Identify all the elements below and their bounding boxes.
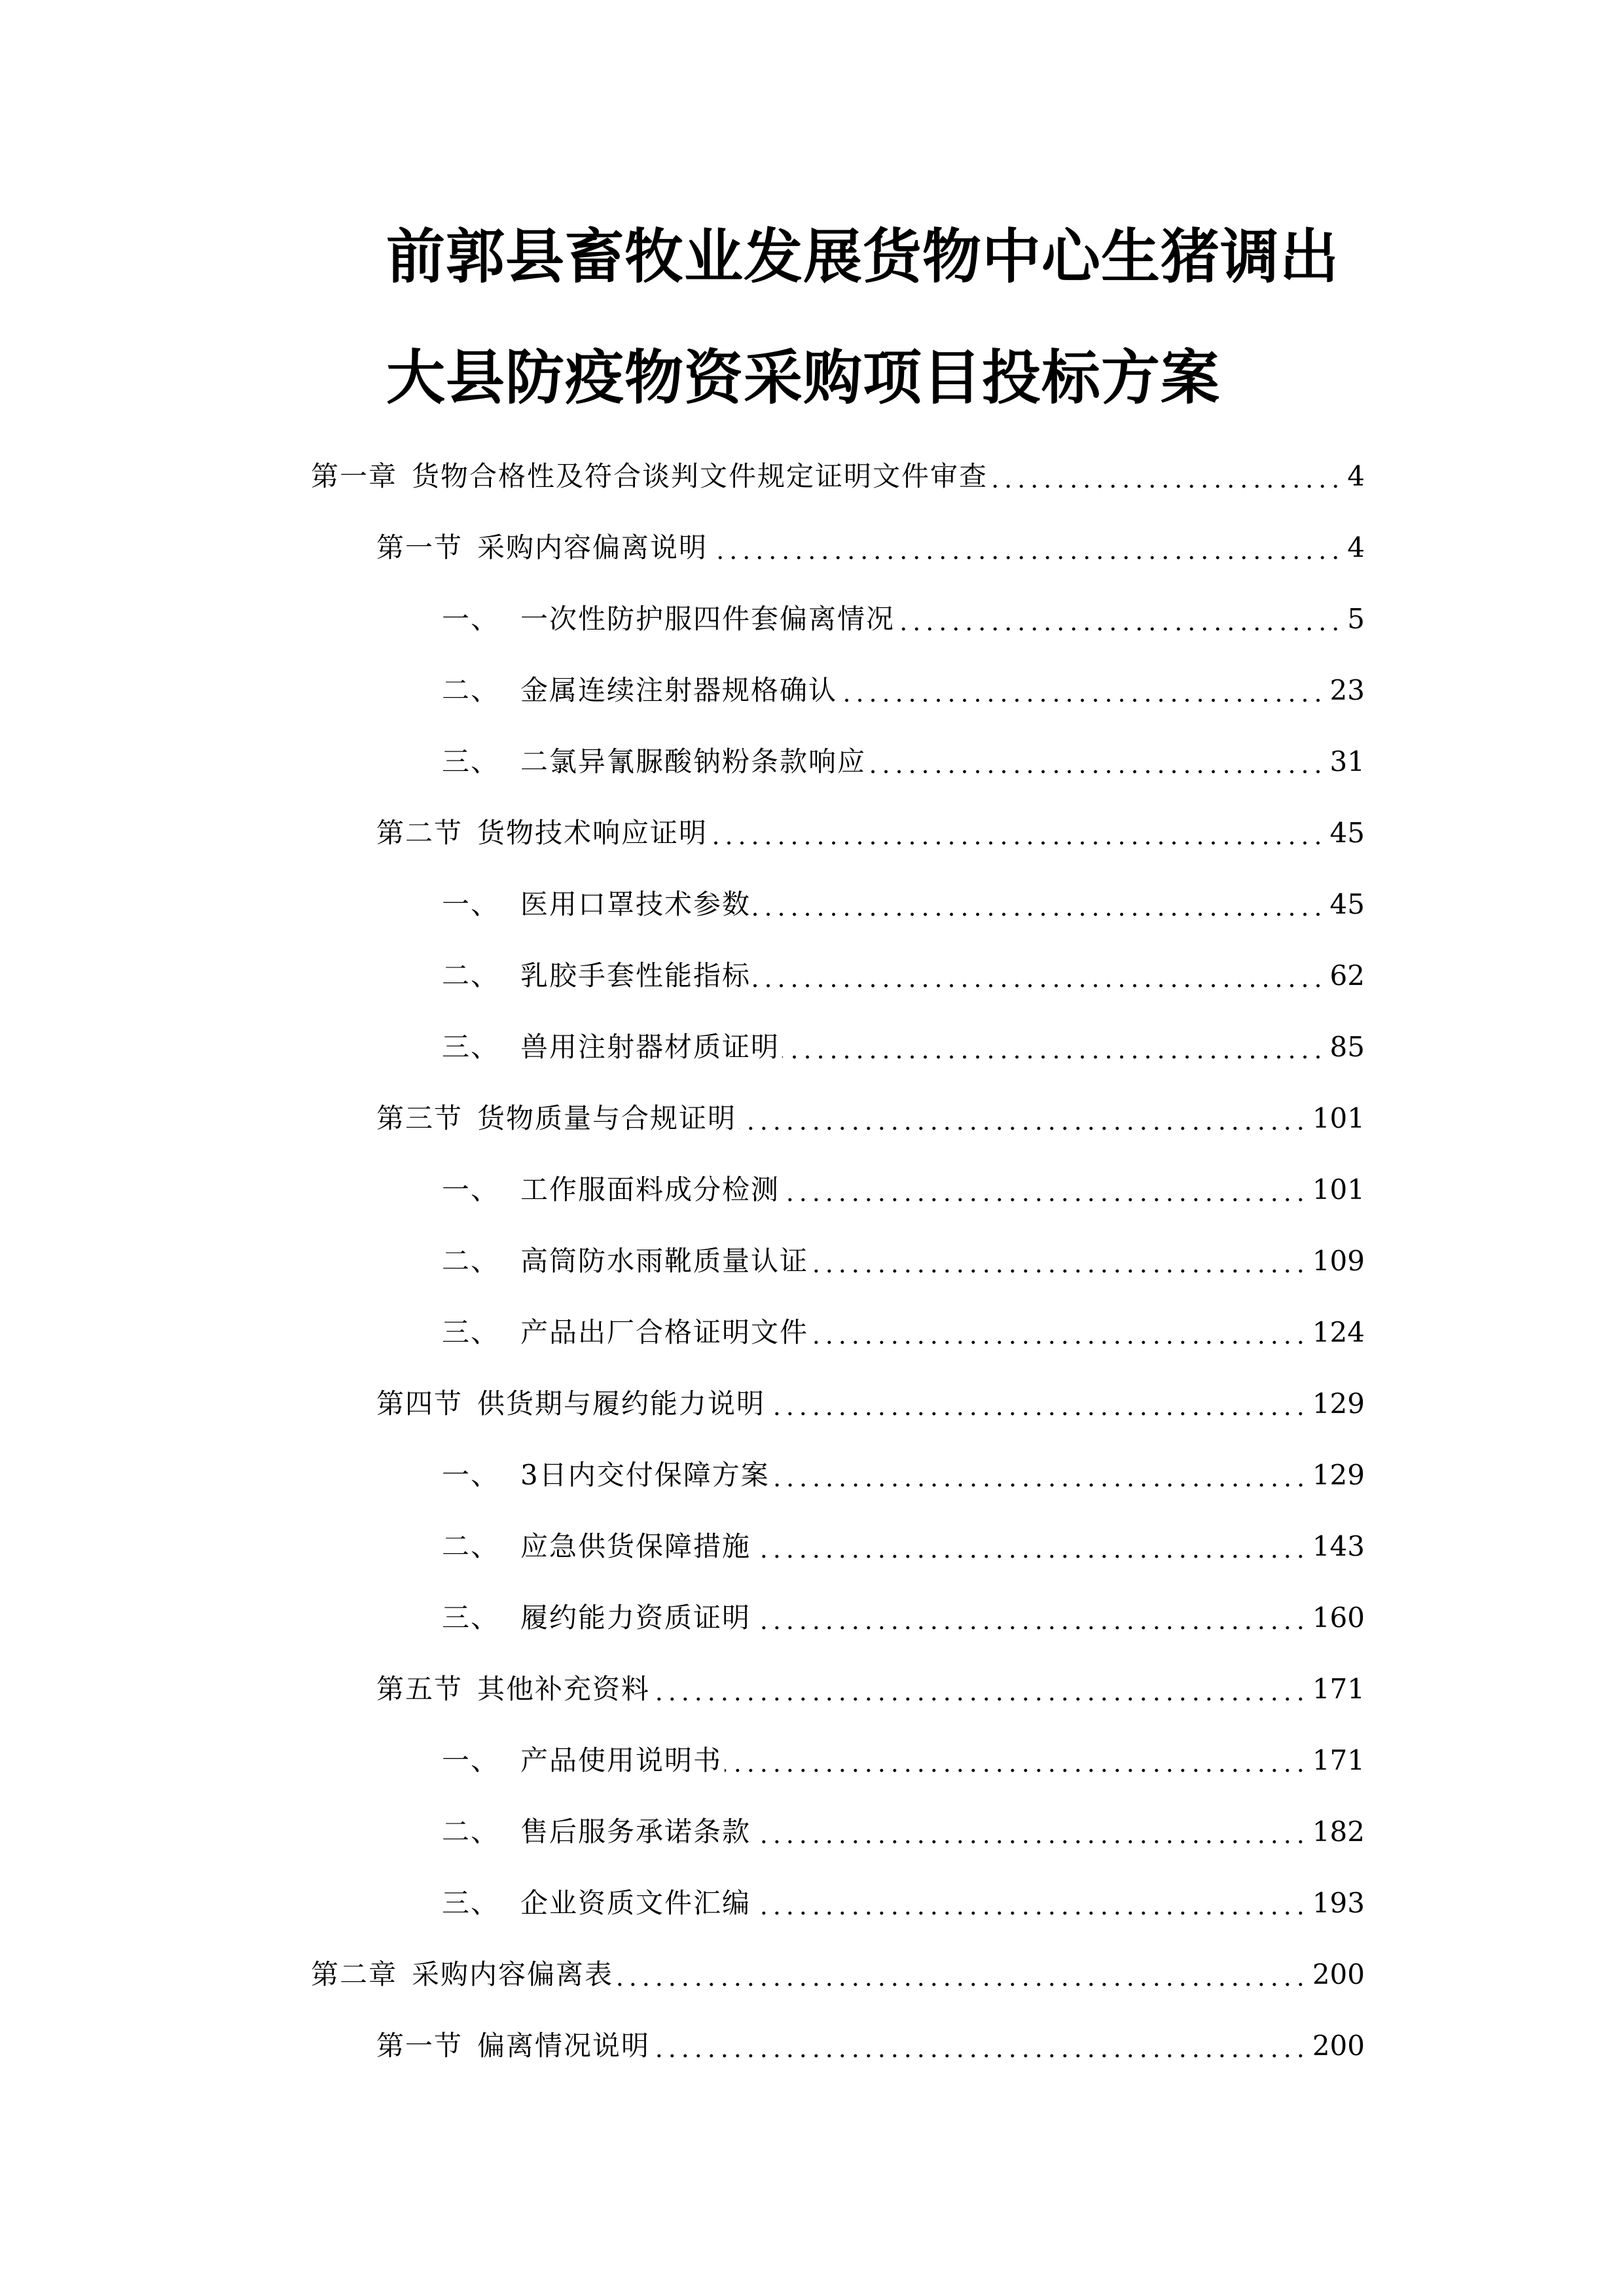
toc-marker: 第二章 xyxy=(311,1958,398,1990)
toc-title: 其他补充资料 xyxy=(477,1673,651,1705)
toc-title: 工作服面料成分检测 xyxy=(520,1174,780,1206)
toc-page-number: 171 xyxy=(1312,1744,1365,1776)
toc-dot-leader xyxy=(753,885,1325,924)
toc-page-number: 129 xyxy=(1312,1388,1365,1420)
toc-page-number: 129 xyxy=(1312,1459,1365,1491)
toc-marker: 二、 xyxy=(442,674,500,706)
toc-entry-item[interactable] xyxy=(442,1507,1365,1566)
toc-page-number: 101 xyxy=(1312,1102,1365,1134)
toc-marker: 一、 xyxy=(442,1744,500,1776)
toc-entry-item[interactable] xyxy=(442,1293,1365,1352)
toc-marker: 第二节 xyxy=(376,817,463,849)
toc-title: 货物质量与合规证明 xyxy=(477,1102,737,1134)
document-title xyxy=(386,196,1434,439)
toc-marker: 三、 xyxy=(442,1031,500,1063)
toc-entry-item[interactable] xyxy=(442,1151,1365,1210)
toc-page-number: 200 xyxy=(1312,2030,1365,2062)
toc-page-number: 45 xyxy=(1329,817,1365,849)
toc-title: 医用口罩技术参数 xyxy=(520,888,751,920)
toc-page-number: 143 xyxy=(1312,1530,1365,1562)
toc-dot-leader xyxy=(782,1170,1307,1210)
toc-dot-leader xyxy=(753,1598,1307,1638)
toc-title: 采购内容偏离说明 xyxy=(477,531,708,564)
toc-entry-item[interactable] xyxy=(442,937,1365,996)
toc-dot-leader xyxy=(653,2026,1307,2066)
toc-title: 供货期与履约能力说明 xyxy=(477,1388,766,1420)
toc-title: 3日内交付保障方案 xyxy=(520,1459,770,1491)
toc-title: 偏离情况说明 xyxy=(477,2030,651,2062)
toc-page-number: 4 xyxy=(1347,460,1365,492)
toc-title: 货物技术响应证明 xyxy=(477,817,708,849)
toc-entry-chapter[interactable] xyxy=(311,437,1365,496)
toc-marker: 一、 xyxy=(442,603,500,635)
toc-dot-leader xyxy=(753,1527,1307,1566)
toc-page-number: 171 xyxy=(1312,1673,1365,1705)
toc-dot-leader xyxy=(768,1384,1307,1424)
toc-title: 货物合格性及符合谈判文件规定证明文件审查 xyxy=(412,460,988,492)
toc-marker: 二、 xyxy=(442,960,500,992)
toc-entry-section[interactable] xyxy=(376,794,1365,853)
toc-entry-item[interactable] xyxy=(442,865,1365,924)
toc-page-number: 101 xyxy=(1312,1174,1365,1206)
toc-marker: 二、 xyxy=(442,1816,500,1848)
toc-page-number: 5 xyxy=(1347,603,1365,635)
toc-title: 产品出厂合格证明文件 xyxy=(520,1316,809,1348)
toc-dot-leader xyxy=(616,1955,1307,1994)
toc-marker: 三、 xyxy=(442,1887,500,1919)
toc-entry-section[interactable] xyxy=(376,509,1365,567)
toc-entry-item[interactable] xyxy=(442,1721,1365,1780)
toc-entry-section[interactable] xyxy=(376,1079,1365,1138)
toc-entry-item[interactable] xyxy=(442,1222,1365,1281)
toc-marker: 第五节 xyxy=(376,1673,463,1705)
toc-page-number: 193 xyxy=(1312,1887,1365,1919)
toc-dot-leader xyxy=(710,814,1325,853)
toc-entry-item[interactable] xyxy=(442,723,1365,781)
toc-page-number: 182 xyxy=(1312,1816,1365,1848)
toc-entry-section[interactable] xyxy=(376,1650,1365,1709)
toc-dot-leader xyxy=(869,742,1325,781)
toc-entry-item[interactable] xyxy=(442,1793,1365,1852)
toc-title: 二氯异氰脲酸钠粉条款响应 xyxy=(520,745,867,778)
toc-page-number: 160 xyxy=(1312,1602,1365,1634)
toc-title: 售后服务承诺条款 xyxy=(520,1816,751,1848)
toc-dot-leader xyxy=(739,1099,1307,1138)
toc-title: 履约能力资质证明 xyxy=(520,1602,751,1634)
toc-marker: 第一章 xyxy=(311,460,398,492)
toc-entry-section[interactable] xyxy=(376,2007,1365,2066)
toc-page-number: 23 xyxy=(1329,674,1365,706)
toc-dot-leader xyxy=(653,1670,1307,1709)
toc-marker: 三、 xyxy=(442,1602,500,1634)
toc-marker: 三、 xyxy=(442,745,500,778)
toc-title: 兽用注射器材质证明 xyxy=(520,1031,780,1063)
toc-dot-leader xyxy=(990,457,1342,496)
toc-entry-item[interactable] xyxy=(442,1579,1365,1638)
toc-entry-item[interactable] xyxy=(442,1436,1365,1495)
toc-title: 企业资质文件汇编 xyxy=(520,1887,751,1919)
toc-title: 一次性防护服四件套偏离情况 xyxy=(520,603,895,635)
toc-marker: 二、 xyxy=(442,1530,500,1562)
toc-marker: 二、 xyxy=(442,1245,500,1277)
toc-title: 高筒防水雨靴质量认证 xyxy=(520,1245,809,1277)
toc-entry-item[interactable] xyxy=(442,1008,1365,1067)
toc-marker: 第一节 xyxy=(376,531,463,564)
toc-dot-leader xyxy=(753,1812,1307,1852)
toc-dot-leader xyxy=(753,956,1325,996)
toc-page-number: 4 xyxy=(1347,531,1365,564)
toc-page-number: 62 xyxy=(1329,960,1365,992)
toc-page-number: 124 xyxy=(1312,1316,1365,1348)
toc-page-number: 200 xyxy=(1312,1958,1365,1990)
toc-title: 应急供货保障措施 xyxy=(520,1530,751,1562)
toc-title: 产品使用说明书 xyxy=(520,1744,723,1776)
toc-dot-leader xyxy=(710,528,1342,567)
toc-dot-leader xyxy=(811,1313,1307,1352)
toc-dot-leader xyxy=(840,671,1325,710)
toc-title: 乳胶手套性能指标 xyxy=(520,960,751,992)
toc-title: 采购内容偏离表 xyxy=(412,1958,614,1990)
toc-marker: 一、 xyxy=(442,1459,500,1491)
toc-dot-leader xyxy=(753,1884,1307,1923)
toc-marker: 第三节 xyxy=(376,1102,463,1134)
toc-dot-leader xyxy=(897,600,1342,639)
toc-dot-leader xyxy=(782,1028,1325,1067)
toc-marker: 第四节 xyxy=(376,1388,463,1420)
toc-dot-leader xyxy=(725,1741,1307,1780)
toc-dot-leader xyxy=(772,1456,1307,1495)
toc-entry-item[interactable] xyxy=(442,651,1365,710)
toc-page-number: 85 xyxy=(1329,1031,1365,1063)
toc-entry-item[interactable] xyxy=(442,580,1365,639)
toc-dot-leader xyxy=(811,1242,1307,1281)
toc-marker: 第一节 xyxy=(376,2030,463,2062)
toc-entry-chapter[interactable] xyxy=(311,1935,1365,1994)
title-line-2: 大县防疫物资采购项目投标方案 xyxy=(386,344,1220,412)
toc-marker: 三、 xyxy=(442,1316,500,1348)
toc-title: 金属连续注射器规格确认 xyxy=(520,674,838,706)
toc-marker: 一、 xyxy=(442,888,500,920)
toc-marker: 一、 xyxy=(442,1174,500,1206)
toc-entry-item[interactable] xyxy=(442,1864,1365,1923)
toc-page-number: 109 xyxy=(1312,1245,1365,1277)
title-line-1: 前郭县畜牧业发展货物中心生猪调出 xyxy=(386,223,1339,291)
toc-page-number: 45 xyxy=(1329,888,1365,920)
toc-page-number: 31 xyxy=(1329,745,1365,778)
toc-entry-section[interactable] xyxy=(376,1365,1365,1424)
